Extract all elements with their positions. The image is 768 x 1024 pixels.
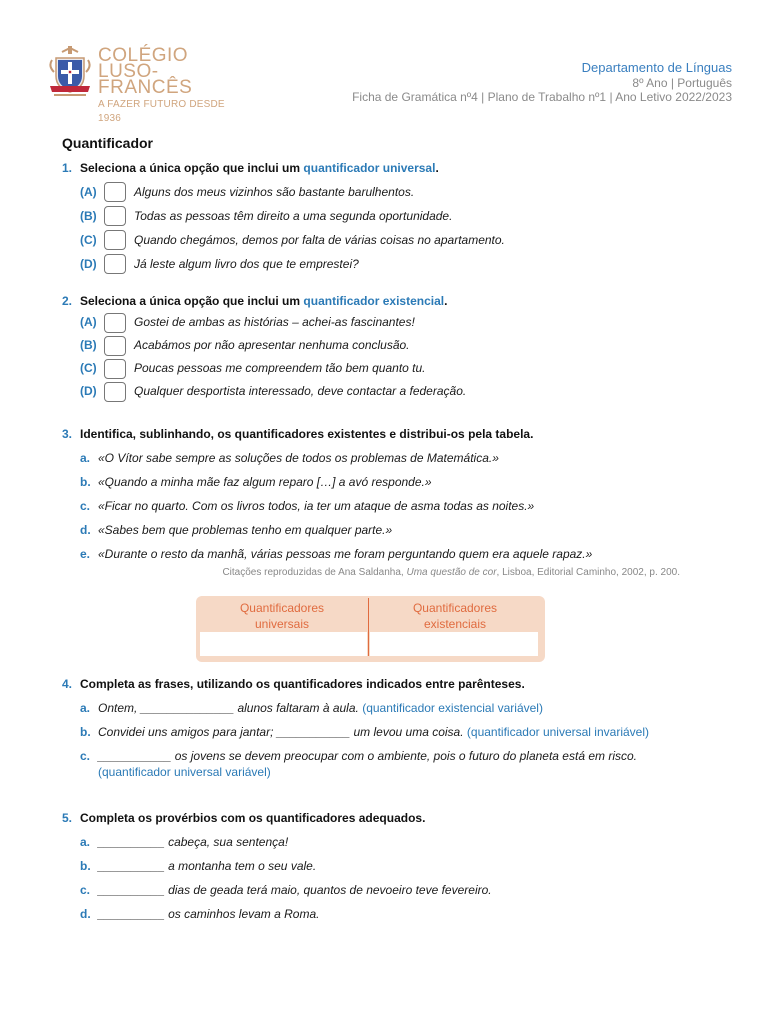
question-text: Seleciona a única opção que inclui um — [80, 161, 301, 175]
option-text: Acabámos por não apresentar nenhuma conclusão. — [134, 338, 410, 352]
list-item — [62, 724, 680, 740]
citation-prefix: Citações reproduzidas de Ana Saldanha, — [222, 567, 404, 578]
item-letter: c. — [80, 883, 91, 897]
grade-subject: 8º Ano | Português — [632, 76, 732, 90]
citation-title: Uma questão de cor — [406, 567, 497, 578]
logo-name-line2: LUSO-FRANCÊS — [98, 61, 193, 98]
item-text-wrap — [80, 724, 680, 740]
question-4 — [62, 676, 680, 788]
option-text: Alguns dos meus vizinhos são bastante barulhentos. — [134, 185, 415, 199]
worksheet-info: Ficha de Gramática nº4 | Plano de Trabalho nº1 | Ano Letivo 2022/2023 — [352, 90, 732, 104]
option-letter: (C) — [80, 233, 97, 247]
item-text-wrap — [80, 748, 680, 780]
section-title: Quantificador — [62, 135, 154, 151]
page-header — [0, 0, 768, 124]
option-letter: (A) — [80, 315, 97, 329]
question-text: Seleciona a única opção que inclui um — [80, 294, 301, 308]
header-line: Quantificadores — [412, 601, 498, 615]
option-checkbox[interactable] — [104, 336, 126, 356]
option-text: Qualquer desportista interessado, deve contactar a federação. — [134, 384, 467, 398]
item-text: «Sabes bem que problemas tenho em qualquer parte.» — [98, 523, 393, 537]
question-highlight: quantificador existencial — [303, 294, 445, 308]
list-item — [62, 834, 680, 850]
option-checkbox[interactable] — [104, 182, 126, 202]
option-a — [62, 311, 680, 334]
item-text: «O Vítor sabe sempre as soluções de todos os problemas de Matemática.» — [98, 451, 499, 465]
item-text: Ontem, ______________ alunos faltaram à aula. — [98, 701, 359, 715]
item-letter: e. — [80, 547, 91, 561]
option-checkbox[interactable] — [104, 206, 126, 226]
item-text: __________ cabeça, sua sentença! — [98, 835, 289, 849]
item-hint: (quantificador existencial variável) — [362, 701, 543, 715]
item-text: «Durante o resto da manhã, várias pessoas me foram perguntando quem era aquele rapaz.» — [98, 547, 593, 561]
quantifier-table — [196, 596, 545, 662]
item-letter: c. — [80, 499, 91, 513]
table-header-existential — [369, 600, 541, 632]
option-letter: (D) — [80, 384, 97, 398]
list-item — [62, 474, 680, 490]
option-text: Quando chegámos, demos por falta de várias coisas no apartamento. — [134, 233, 505, 247]
question-number: 1. — [62, 161, 73, 175]
question-number: 4. — [62, 677, 73, 691]
option-text: Já leste algum livro dos que te emprestei? — [134, 257, 359, 271]
citation-suffix: , Lisboa, Editorial Caminho, 2002, p. 200. — [496, 567, 680, 578]
question-4-heading — [62, 676, 680, 692]
question-5 — [62, 810, 680, 930]
option-letter: (B) — [80, 338, 97, 352]
option-letter: (A) — [80, 185, 97, 199]
item-letter: a. — [80, 451, 91, 465]
item-text: __________ a montanha tem o seu vale. — [98, 859, 317, 873]
question-2-heading — [62, 293, 680, 309]
table-header-universal — [196, 600, 368, 632]
header-line: universais — [254, 617, 310, 631]
option-text: Poucas pessoas me compreendem tão bem quanto tu. — [134, 361, 426, 375]
table-cell-universal[interactable] — [200, 632, 367, 656]
item-letter: c. — [80, 749, 91, 763]
question-text-end: . — [444, 294, 448, 308]
question-text: Completa os provérbios com os quantificadores adequados. — [80, 811, 426, 825]
option-d — [62, 380, 680, 403]
option-letter: (B) — [80, 209, 97, 223]
list-item — [62, 498, 680, 514]
item-text: «Ficar no quarto. Com os livros todos, ia ter um ataque de asma todas as noites.» — [98, 499, 535, 513]
option-letter: (D) — [80, 257, 97, 271]
question-number: 2. — [62, 294, 73, 308]
section — [62, 134, 680, 152]
school-logo — [48, 44, 238, 124]
question-number: 5. — [62, 811, 73, 825]
option-checkbox[interactable] — [104, 254, 126, 274]
item-text: Convidei uns amigos para jantar; ___________ um levou uma coisa. — [98, 725, 464, 739]
question-3 — [62, 426, 680, 580]
option-b — [62, 204, 680, 228]
item-letter: d. — [80, 523, 91, 537]
logo-name-line1: COLÉGIO — [98, 45, 189, 66]
list-item — [62, 882, 680, 898]
school-crest-icon — [48, 46, 92, 96]
option-d — [62, 252, 680, 276]
table-cell-existential[interactable] — [370, 632, 538, 656]
item-hint: (quantificador universal variável) — [98, 765, 271, 779]
option-c — [62, 228, 680, 252]
logo-motto: A FAZER FUTURO DESDE 1936 — [98, 99, 225, 124]
option-b — [62, 334, 680, 357]
department-name: Departamento de Línguas — [581, 60, 732, 75]
question-number: 3. — [62, 427, 73, 441]
option-c — [62, 357, 680, 380]
question-1-heading — [62, 160, 680, 176]
item-hint: (quantificador universal invariável) — [466, 725, 649, 739]
option-text: Todas as pessoas têm direito a uma segunda oportunidade. — [134, 209, 453, 223]
list-item — [62, 450, 680, 466]
list-item — [62, 546, 680, 562]
question-2 — [62, 293, 680, 403]
option-a — [62, 180, 680, 204]
header-line: existenciais — [423, 617, 487, 631]
option-checkbox[interactable] — [104, 359, 126, 379]
item-letter: b. — [80, 859, 91, 873]
question-1 — [62, 160, 680, 276]
list-item — [62, 522, 680, 538]
question-highlight: quantificador universal — [303, 161, 436, 175]
question-text-end: . — [435, 161, 439, 175]
list-item — [62, 700, 680, 716]
item-letter: b. — [80, 725, 91, 739]
table-divider — [368, 598, 369, 656]
option-checkbox[interactable] — [104, 382, 126, 402]
item-letter: a. — [80, 701, 91, 715]
question-text: Identifica, sublinhando, os quantificadores existentes e distribui-os pela tabela. — [80, 427, 534, 441]
item-letter: a. — [80, 835, 91, 849]
option-text: Gostei de ambas as histórias – achei-as fascinantes! — [134, 315, 415, 329]
item-text: ___________ os jovens se devem preocupar com o ambiente, pois o futuro do planeta está em risco. — [98, 749, 637, 763]
item-text-wrap — [80, 700, 680, 716]
item-text: __________ os caminhos levam a Roma. — [98, 907, 320, 921]
list-item — [62, 748, 680, 780]
option-checkbox[interactable] — [104, 230, 126, 250]
item-letter: b. — [80, 475, 91, 489]
header-line: Quantificadores — [239, 601, 325, 615]
item-text: __________ dias de geada terá maio, quantos de nevoeiro teve fevereiro. — [98, 883, 492, 897]
list-item — [62, 906, 680, 922]
item-text: «Quando a minha mãe faz algum reparo […] a avó responde.» — [98, 475, 432, 489]
item-letter: d. — [80, 907, 91, 921]
citation — [62, 566, 680, 580]
header-info — [352, 60, 732, 104]
logo-wordmark — [98, 45, 238, 126]
list-item — [62, 858, 680, 874]
option-checkbox[interactable] — [104, 313, 126, 333]
option-letter: (C) — [80, 361, 97, 375]
question-text: Completa as frases, utilizando os quantificadores indicados entre parênteses. — [80, 677, 525, 691]
question-3-heading — [62, 426, 680, 442]
question-5-heading — [62, 810, 680, 826]
